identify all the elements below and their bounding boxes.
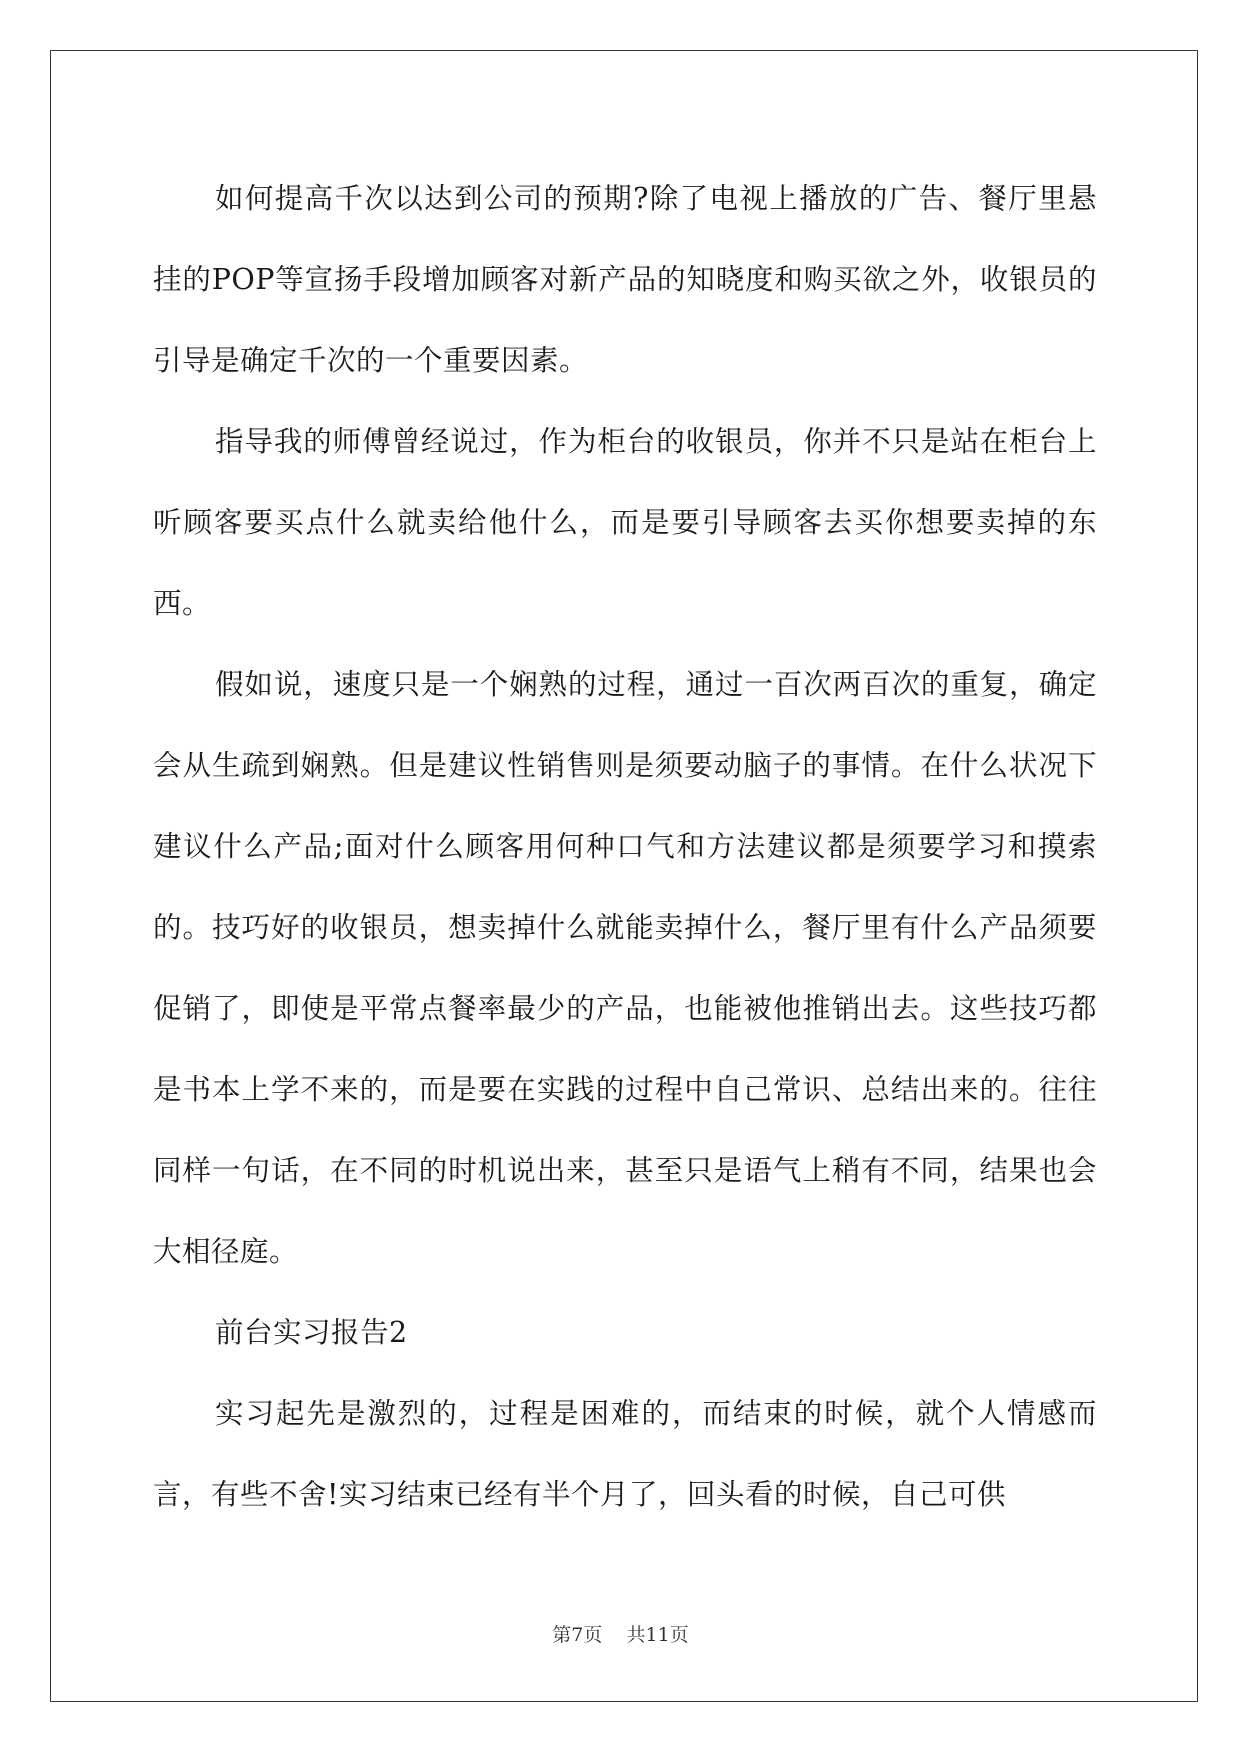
paragraph-2: 指导我的师傅曾经说过，作为柜台的收银员，你并不只是站在柜台上听顾客要买点什么就卖给他什么，而是要引导顾客去买你想要卖掉的东西。 [153, 425, 1097, 620]
paragraph-1: 如何提高千次以达到公司的预期?除了电视上播放的广告、餐厅里悬挂的POP等宣扬手段增加顾客对新产品的知晓度和购买欲之外，收银员的引导是确定千次的一个重要因素。 [153, 182, 1097, 377]
document-body [153, 158, 1097, 1535]
page-number-footer: 第7页 共11页 [552, 1624, 689, 1646]
paragraph-3: 假如说，速度只是一个娴熟的过程，通过一百次两百次的重复，确定会从生疏到娴熟。但是建议性销售则是须要动脑子的事情。在什么状况下建议什么产品;面对什么顾客用何种口气和方法建议都是须要学习和摸索的。技巧好的收银员，想卖掉什么就能卖掉什么，餐厅里有什么产品须要促销了，即使是平常点餐率最少的产品，也能被他推销出去。这些技巧都是书本上学不来的，而是要在实践的过程中自己常识、总结出来的。往往同样一句话，在不同的时机说出来，甚至只是语气上稍有不同，结果也会大相径庭。 [153, 668, 1097, 1268]
section-heading: 前台实习报告2 [215, 1316, 408, 1349]
paragraph-4: 实习起先是激烈的，过程是困难的，而结束的时候，就个人情感而言，有些不舍!实习结束已经有半个月了，回头看的时候，自己可供 [153, 1397, 1097, 1511]
